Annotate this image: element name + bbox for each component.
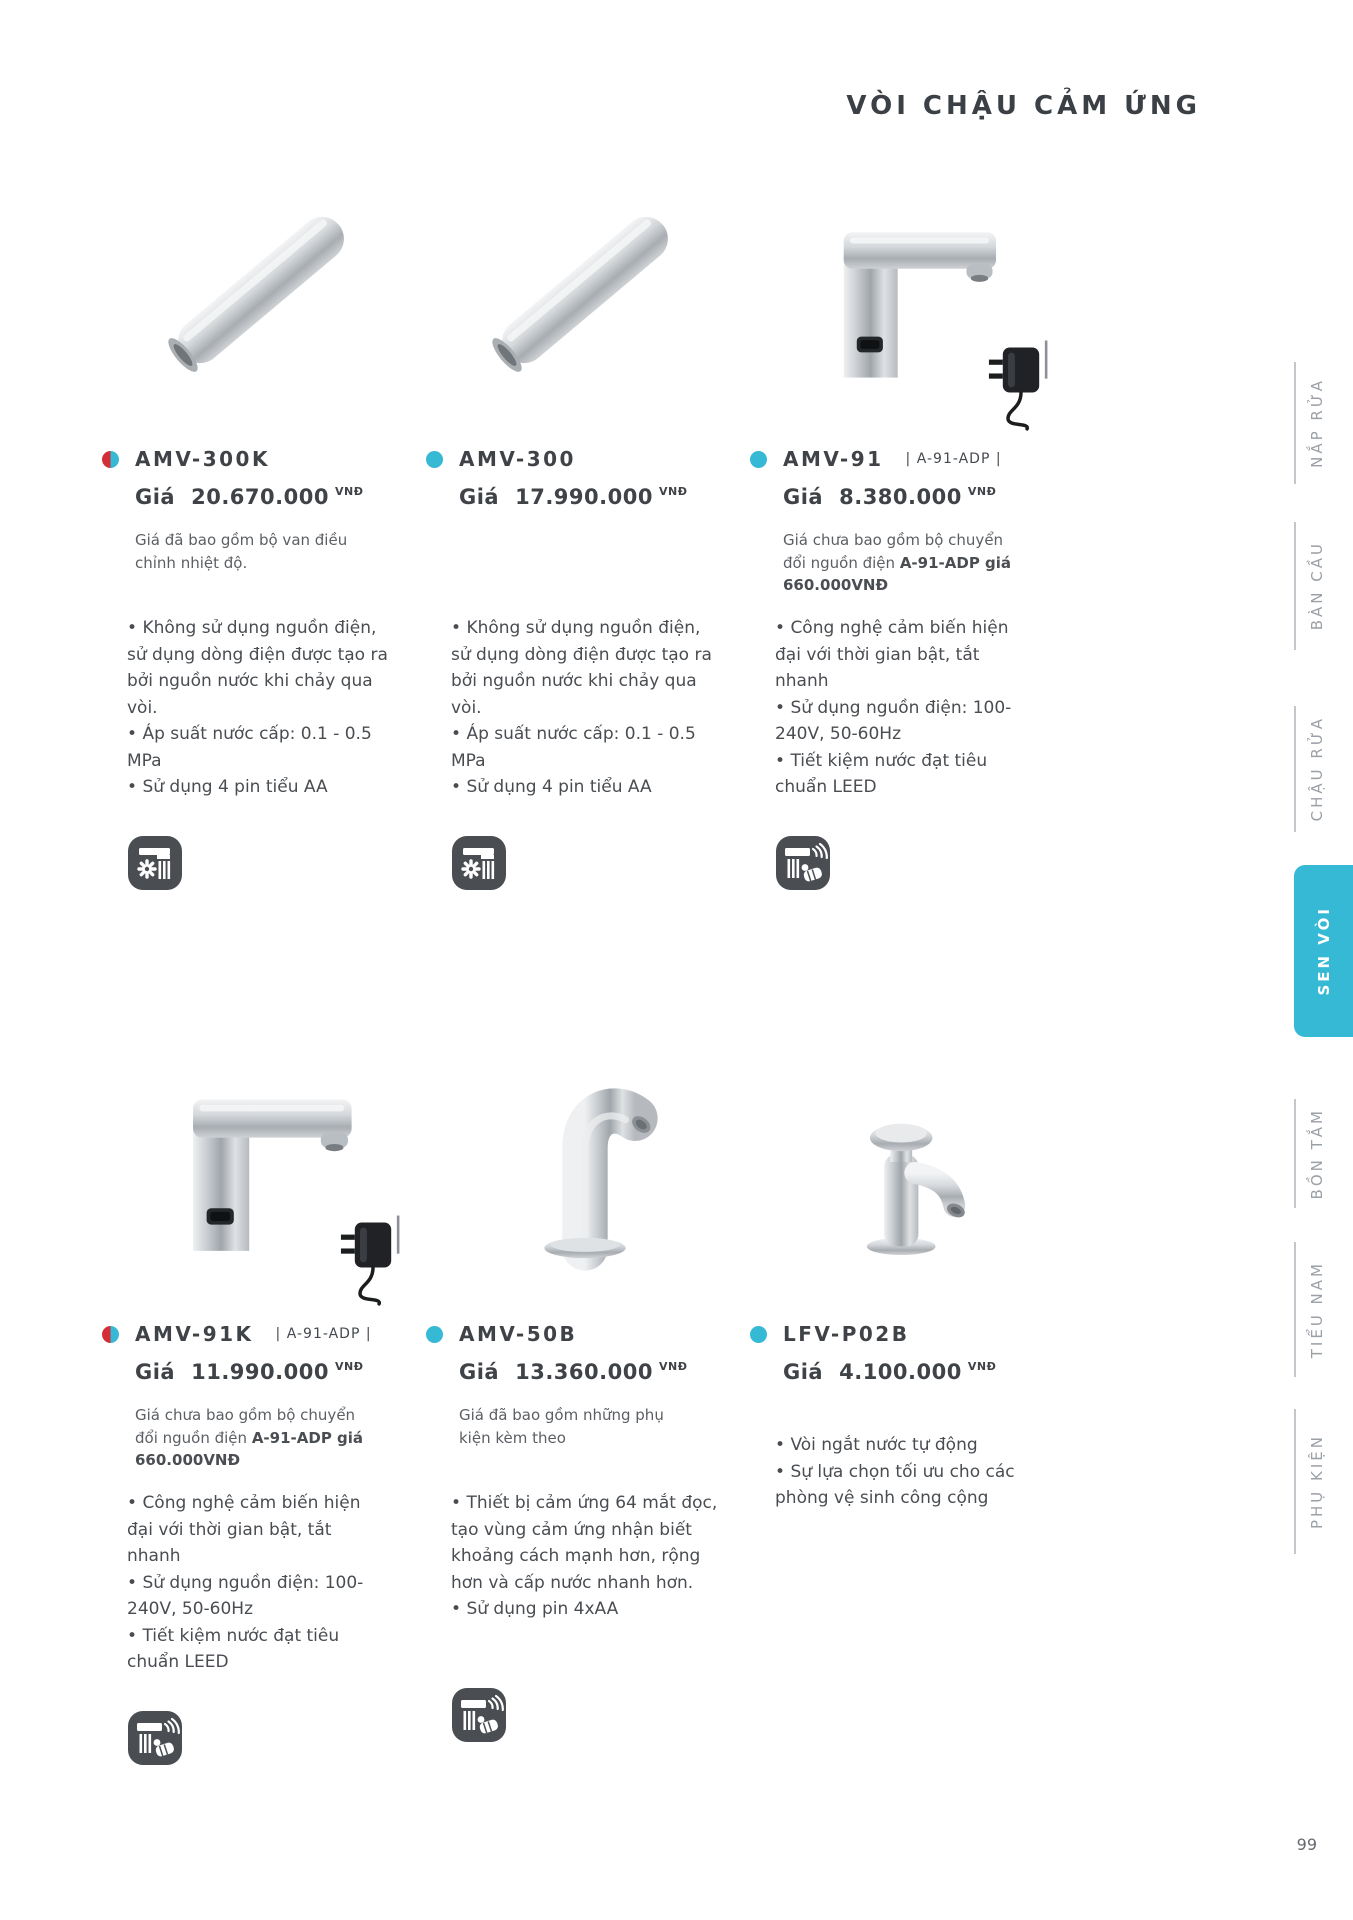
feature-item: • Sử dụng nguồn điện: 100-240V, 50-60Hz [775, 695, 1031, 748]
product-marker [426, 1326, 443, 1343]
feature-item: • Sử dụng 4 pin tiểu AA [127, 774, 399, 801]
variant-label: | A-91-ADP | [905, 451, 1002, 467]
feature-item: • Thiết bị cảm ứng 64 mắt đọc, tạo vùng cảm ứng nhận biết khoảng cách mạnh hơn, rộng hơn và cấp nước nhanh hơn. [451, 1490, 723, 1596]
sidebar-tab-sen-voi[interactable] [1294, 865, 1353, 1037]
sidebar-divider [1294, 522, 1296, 650]
note-text: Giá chưa bao gồm bộ chuyển đổi nguồn điện [783, 531, 1004, 572]
feature-item: • Áp suất nước cấp: 0.1 - 0.5 MPa [127, 721, 399, 774]
product-note [783, 529, 1021, 601]
feature-item: • Không sử dụng nguồn điện, sử dụng dòng điện được tạo ra bởi nguồn nước khi chảy qua vòi. [451, 615, 723, 721]
product-note: Giá đã bao gồm những phụ kiện kèm theo [459, 1406, 664, 1447]
variant-label: | A-91-ADP | [275, 1326, 372, 1342]
feature-list [127, 1490, 383, 1676]
price-value: 11.990.000 [191, 1360, 329, 1384]
power-adapter-image [334, 1208, 412, 1308]
product-image [744, 1038, 1074, 1290]
feature-item: • Sự lựa chọn tối ưu cho các phòng vệ sinh công cộng [775, 1459, 1047, 1512]
product-image [420, 140, 750, 415]
sidebar-tab-ban-cau[interactable] [1294, 520, 1340, 652]
price-label: Giá [783, 485, 824, 509]
feature-item: • Áp suất nước cấp: 0.1 - 0.5 MPa [451, 721, 723, 774]
feature-list [451, 1490, 723, 1623]
water-saving-icon [451, 835, 750, 895]
product-card-lfv-p02b [744, 1038, 1074, 1512]
note-bold-text: A-91-ADP giá 660.000VNĐ [783, 553, 1012, 594]
product-code: AMV-91K [135, 1322, 254, 1346]
product-card-amv-91 [744, 140, 1074, 895]
sidebar-divider [1294, 706, 1296, 832]
price-label: Giá [783, 1360, 824, 1384]
product-price [783, 1360, 1074, 1384]
sidebar-tab-bon-tam[interactable] [1294, 1097, 1340, 1210]
product-note [135, 1404, 373, 1476]
product-marker [426, 451, 443, 468]
sensor-icon [127, 1710, 426, 1770]
product-card-amv-300 [420, 140, 750, 895]
sidebar-tab-label: SEN VÒI [1314, 906, 1333, 996]
feature-item: • Công nghệ cảm biến hiện đại với thời gian bật, tắt nhanh [127, 1490, 383, 1570]
price-currency: VNĐ [658, 485, 688, 498]
product-marker [102, 451, 119, 468]
note-bold-text: A-91-ADP giá 660.000VNĐ [135, 1428, 364, 1469]
faucet-curved-image [460, 1045, 710, 1290]
product-marker [102, 1326, 119, 1343]
price-currency: VNĐ [967, 1360, 997, 1373]
sidebar-divider [1294, 1099, 1296, 1208]
page-number: 99 [1296, 1835, 1317, 1854]
faucet-angled-image [455, 165, 715, 415]
sensor-icon [775, 835, 1074, 895]
product-note [459, 529, 697, 601]
price-currency: VNĐ [334, 485, 364, 498]
faucet-angled-image [131, 165, 391, 415]
price-currency: VNĐ [334, 1360, 364, 1373]
sidebar-divider [1294, 362, 1296, 484]
faucet-knob-image [784, 1045, 1034, 1290]
product-image [744, 140, 1074, 415]
price-currency: VNĐ [658, 1360, 688, 1373]
price-currency: VNĐ [967, 485, 997, 498]
feature-item: • Tiết kiệm nước đạt tiêu chuẩn LEED [127, 1623, 383, 1676]
product-price [135, 1360, 426, 1384]
feature-list [775, 1432, 1047, 1512]
sidebar-tab-label: BỒN TẮM [1308, 1107, 1326, 1200]
feature-item: • Vòi ngắt nước tự động [775, 1432, 1047, 1459]
sidebar-divider [1294, 1242, 1296, 1377]
product-image [420, 1038, 750, 1290]
product-code: AMV-50B [459, 1322, 578, 1346]
price-value: 20.670.000 [191, 485, 329, 509]
product-note [783, 1404, 1021, 1418]
sidebar-divider [1294, 1409, 1296, 1554]
product-code: AMV-300K [135, 447, 270, 471]
price-value: 4.100.000 [839, 1360, 962, 1384]
feature-item: • Sử dụng pin 4xAA [451, 1596, 723, 1623]
page-title: VÒI CHẬU CẢM ỨNG [846, 91, 1201, 122]
product-price [459, 485, 750, 509]
sidebar-tab-chau-rua[interactable] [1294, 704, 1340, 834]
product-marker [750, 451, 767, 468]
product-image [96, 1038, 426, 1290]
sidebar-tab-tieu-nam[interactable] [1294, 1240, 1340, 1379]
feature-list [127, 615, 399, 801]
feature-item: • Tiết kiệm nước đạt tiêu chuẩn LEED [775, 748, 1031, 801]
product-marker [750, 1326, 767, 1343]
feature-item: • Sử dụng nguồn điện: 100-240V, 50-60Hz [127, 1570, 383, 1623]
feature-item: • Công nghệ cảm biến hiện đại với thời gian bật, tắt nhanh [775, 615, 1031, 695]
note-text: Giá chưa bao gồm bộ chuyển đổi nguồn điện [135, 1406, 356, 1447]
price-label: Giá [135, 485, 176, 509]
sidebar-tab-label: TIỂU NAM [1308, 1260, 1326, 1359]
price-label: Giá [459, 1360, 500, 1384]
product-code: LFV-P02B [783, 1322, 910, 1346]
price-label: Giá [135, 1360, 176, 1384]
product-card-amv-91k [96, 1038, 426, 1770]
feature-list [775, 615, 1031, 801]
product-card-amv-300k [96, 140, 426, 895]
price-value: 13.360.000 [515, 1360, 653, 1384]
sidebar-tab-label: BÀN CẦU [1308, 541, 1326, 631]
price-label: Giá [459, 485, 500, 509]
sidebar-tab-nap-rua[interactable] [1294, 360, 1340, 486]
sidebar-tab-label: CHẬU RỬA [1308, 716, 1326, 822]
sensor-icon [451, 1687, 750, 1747]
power-adapter-image [982, 333, 1060, 433]
sidebar-tab-phu-kien[interactable] [1294, 1407, 1340, 1556]
product-price [459, 1360, 750, 1384]
feature-list [451, 615, 723, 801]
product-code: AMV-300 [459, 447, 576, 471]
product-card-amv-50b [420, 1038, 750, 1747]
sidebar-tab-label: PHỤ KIỆN [1308, 1433, 1326, 1530]
product-image [96, 140, 426, 415]
water-saving-icon [127, 835, 426, 895]
product-code: AMV-91 [783, 447, 884, 471]
product-price [135, 485, 426, 509]
price-value: 8.380.000 [839, 485, 962, 509]
product-price [783, 485, 1074, 509]
price-value: 17.990.000 [515, 485, 653, 509]
feature-item: • Không sử dụng nguồn điện, sử dụng dòng điện được tạo ra bởi nguồn nước khi chảy qua vòi. [127, 615, 399, 721]
product-note: Giá đã bao gồm bộ van điều chỉnh nhiệt độ. [135, 531, 348, 572]
feature-item: • Sử dụng 4 pin tiểu AA [451, 774, 723, 801]
sidebar-tab-label: NẮP RỬA [1308, 378, 1326, 468]
